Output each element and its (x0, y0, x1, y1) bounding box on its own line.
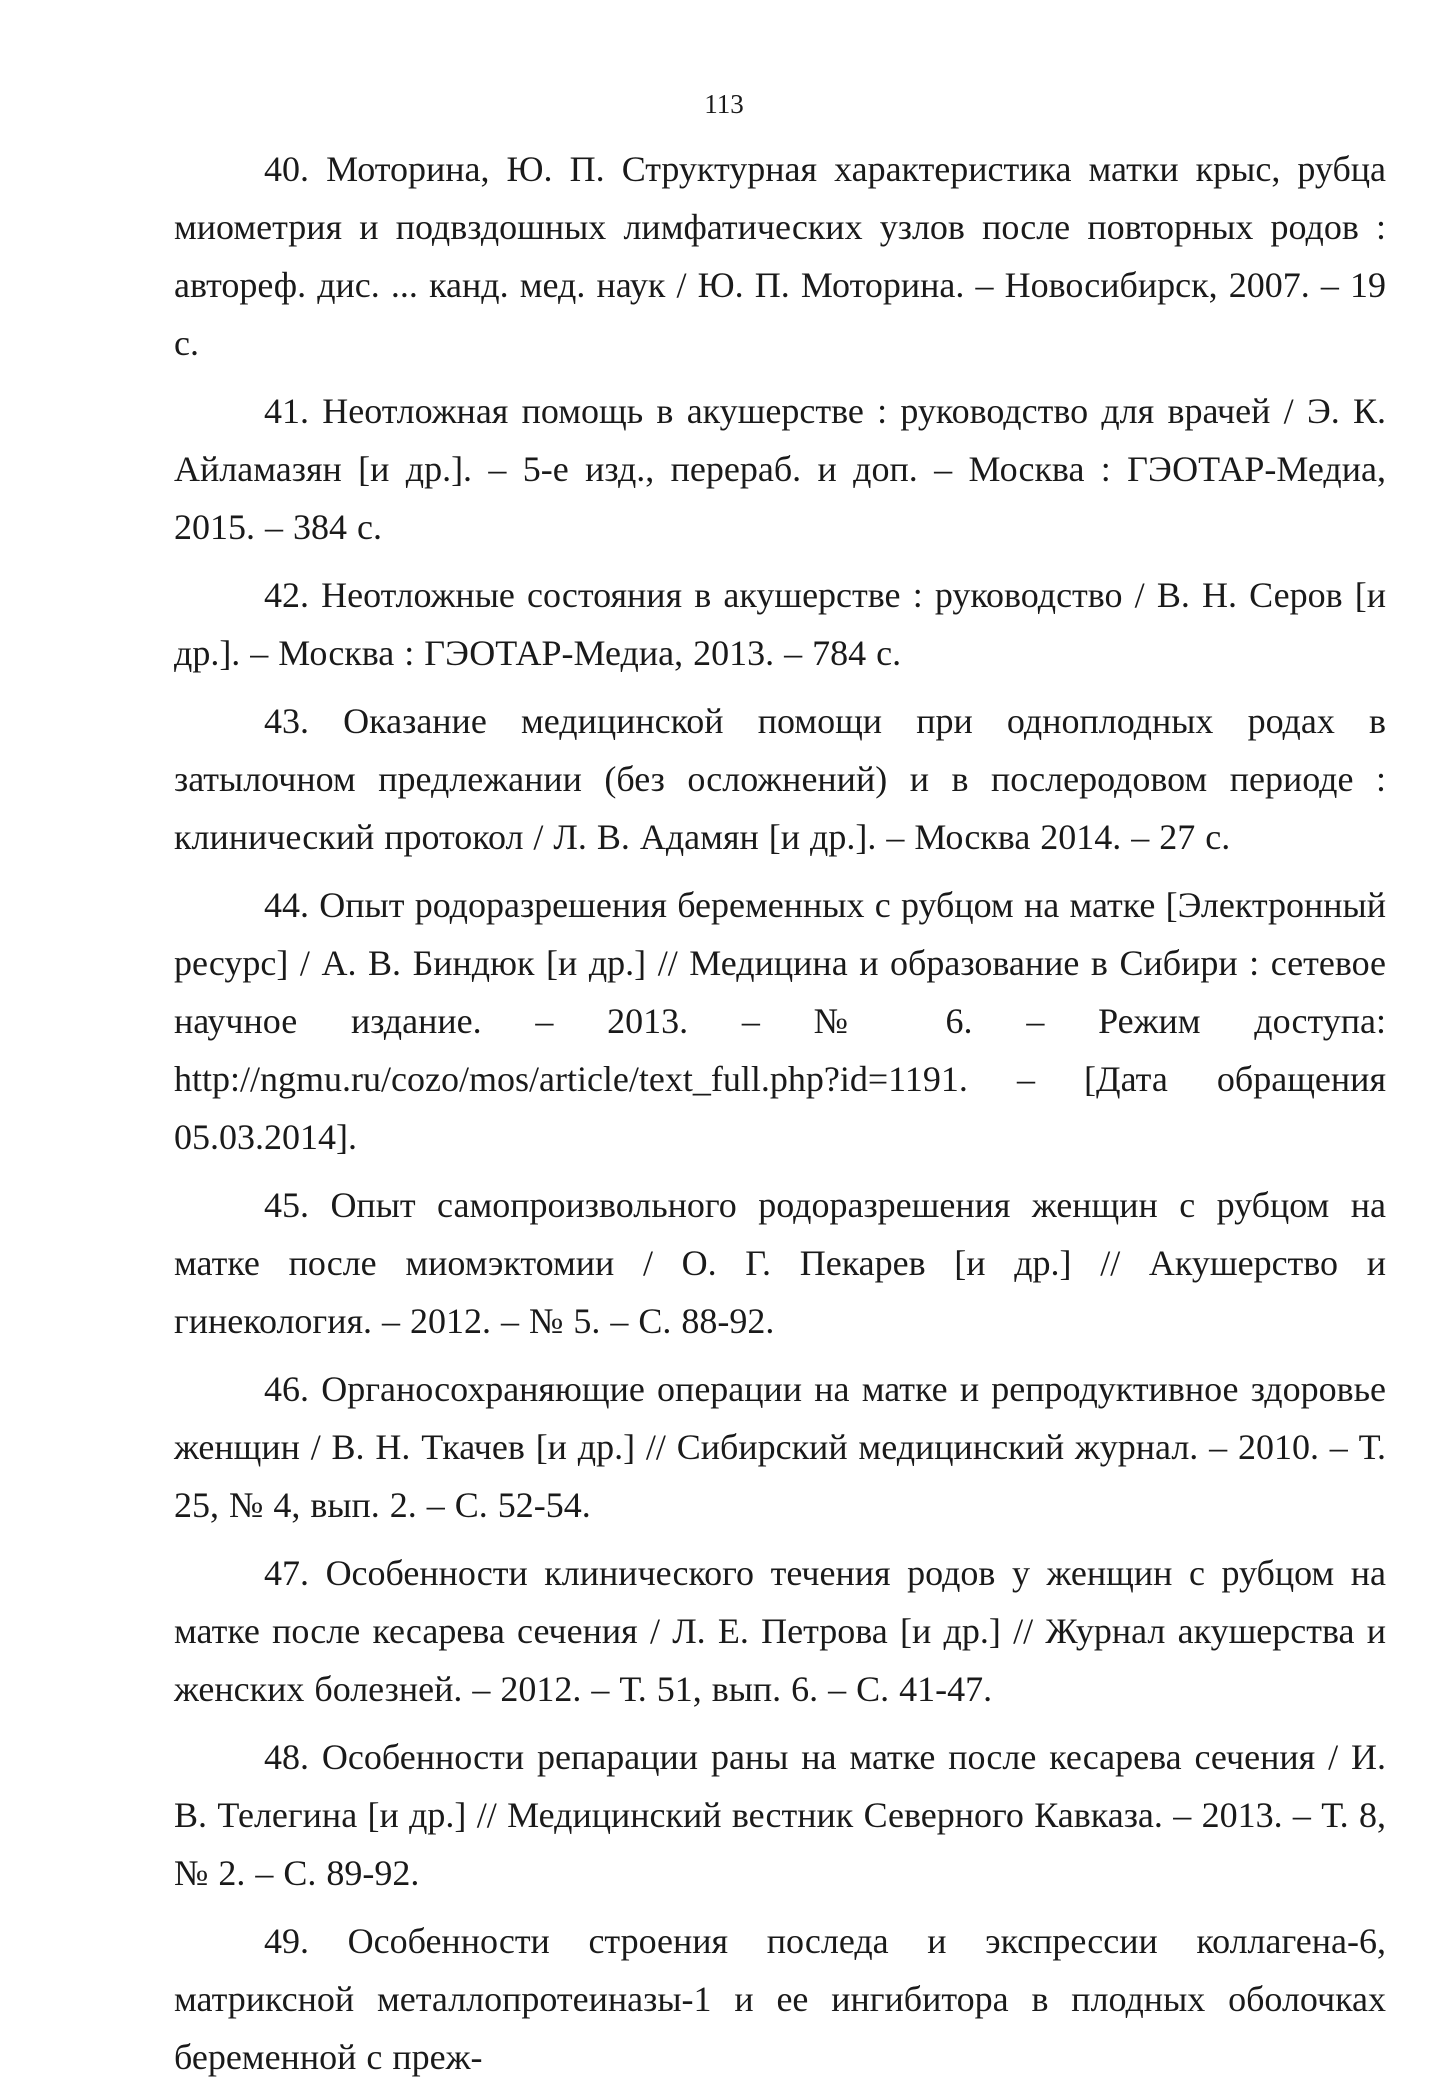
reference-text: Особенности строения последа и экспрессии коллагена-6, матриксной металлопротеиназы-1 и ее ингибитора в плодных оболочках беременной с преж- (174, 1921, 1387, 2077)
reference-text: Моторина, Ю. П. Структурная характеристика матки крыс, рубца миометрия и подвздошных лимфатических узлов после повторных родов : автореф. дис. ... канд. мед. наук / Ю. П. Моторина. – Новосибирск, 2007. – 19 с. (174, 149, 1386, 363)
reference-number: 41. (264, 391, 309, 431)
reference-entry-41 (174, 382, 1386, 556)
reference-number: 43. (264, 701, 309, 741)
reference-text: Органосохраняющие операции на матке и репродуктивное здоровье женщин / В. Н. Ткачев [и др.] // Сибирский медицинский журнал. – 2010. – Т. 25, № 4, вып. 2. – С. 52-54. (174, 1369, 1386, 1525)
page-number: 113 (704, 89, 744, 119)
reference-number: 46. (264, 1369, 309, 1409)
reference-text: Особенности клинического течения родов у женщин с рубцом на матке после кесарева сечения / Л. Е. Петрова [и др.] // Журнал акушерства и женских болезней. – 2012. – Т. 51, вып. 6. – С. 41-47. (174, 1553, 1387, 1709)
reference-entry-45 (174, 1176, 1386, 1350)
reference-entry-48 (174, 1728, 1386, 1902)
reference-number: 40. (264, 149, 309, 189)
reference-number: 48. (264, 1737, 309, 1777)
reference-list (174, 140, 1386, 2086)
reference-number: 44. (264, 885, 309, 925)
reference-text: Оказание медицинской помощи при одноплодных родах в затылочном предлежании (без осложнений) и в послеродовом периоде : клинический протокол / Л. В. Адамян [и др.]. – Москва 2014. – 27 с. (174, 701, 1387, 857)
reference-number: 42. (264, 575, 309, 615)
reference-number: 49. (264, 1921, 309, 1961)
reference-number: 47. (264, 1553, 309, 1593)
reference-number: 45. (264, 1185, 309, 1225)
reference-entry-43 (174, 692, 1386, 866)
reference-text: Неотложные состояния в акушерстве : руководство / В. Н. Серов [и др.]. – Москва : ГЭОТАР-Медиа, 2013. – 784 с. (174, 575, 1386, 673)
reference-entry-47 (174, 1544, 1386, 1718)
reference-entry-49 (174, 1912, 1386, 2086)
reference-entry-44 (174, 876, 1386, 1166)
reference-text: Опыт самопроизвольного родоразрешения женщин с рубцом на матке после миомэктомии / О. Г. Пекарев [и др.] // Акушерство и гинекология. – 2012. – № 5. – С. 88-92. (174, 1185, 1387, 1341)
reference-entry-42 (174, 566, 1386, 682)
reference-text: Опыт родоразрешения беременных с рубцом на матке [Электронный ресурс] / А. В. Биндюк [и др.] // Медицина и образование в Сибири : сетевое научное издание. – 2013. – № 6. – Режим доступа: http://ngmu.ru/cozo/mos/article/text_full.php?id=1191. – [Дата обращения 05.03.2014]. (174, 885, 1386, 1157)
reference-entry-40 (174, 140, 1386, 372)
reference-text: Неотложная помощь в акушерстве : руководство для врачей / Э. К. Айламазян [и др.]. – 5-е изд., перераб. и доп. – Москва : ГЭОТАР-Медиа, 2015. – 384 с. (174, 391, 1386, 547)
reference-entry-46 (174, 1360, 1386, 1534)
reference-text: Особенности репарации раны на матке после кесарева сечения / И. В. Телегина [и др.] // Медицинский вестник Северного Кавказа. – 2013. – Т. 8, № 2. – С. 89-92. (174, 1737, 1386, 1893)
